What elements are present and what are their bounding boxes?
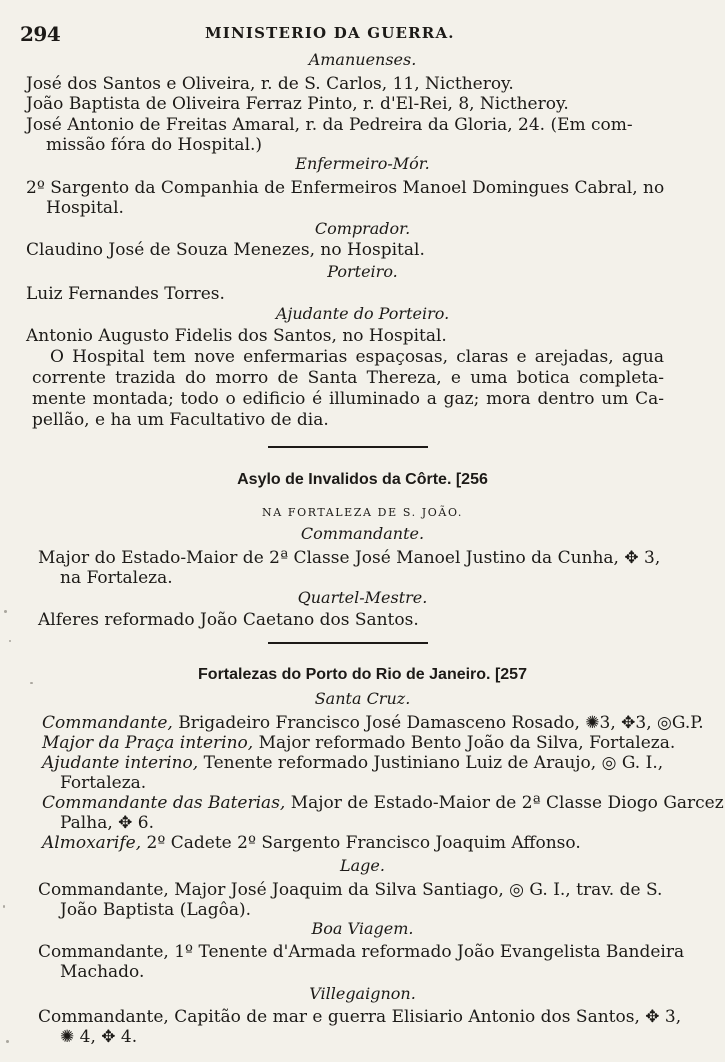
entry-line — [42, 793, 724, 813]
section-divider — [268, 642, 428, 644]
text-line: Commandante, 1º Tenente d'Armada reformado João Evangelista Bandeira — [38, 942, 685, 962]
role-label: Almoxarife, — [42, 833, 142, 853]
text-line: João Baptista (Lagôa). — [60, 900, 252, 920]
running-head: MINISTERIO DA GUERRA. — [205, 24, 455, 42]
ink-speck — [6, 1040, 9, 1043]
page-number: 294 — [20, 22, 61, 46]
section-title-porteiro: Porteiro. — [327, 262, 398, 281]
role-label: Commandante das Baterias, — [42, 793, 286, 813]
text-line: Hospital. — [46, 198, 124, 218]
section-title-santa-cruz: Santa Cruz. — [314, 689, 411, 708]
section-title-boa-viagem: Boa Viagem. — [311, 919, 414, 938]
role-label: Ajudante interino, — [42, 753, 199, 773]
section-title-commandante: Commandante. — [300, 524, 425, 543]
text-line: José Antonio de Freitas Amaral, r. da Pedreira da Gloria, 24. (Em com- — [26, 115, 633, 135]
text-line: 2º Sargento da Companhia de Enfermeiros Manoel Domingues Cabral, no — [26, 178, 665, 198]
entry-text: 2º Cadete 2º Sargento Francisco Joaquim Affonso. — [141, 833, 581, 853]
entry-text: Brigadeiro Francisco José Damasceno Rosado, ✺3, ✥3, ◎G.P. — [172, 713, 704, 733]
ink-speck — [9, 640, 11, 642]
text-line: Claudino José de Souza Menezes, no Hospital. — [26, 240, 425, 260]
entry-line — [42, 833, 581, 853]
section-title-villegaignon: Villegaignon. — [309, 984, 416, 1003]
section-divider — [268, 446, 428, 448]
text-line: missão fóra do Hospital.) — [46, 135, 263, 155]
entry-line — [42, 753, 663, 773]
section-title-enfermeiro: Enfermeiro-Mór. — [295, 154, 430, 173]
text-line: Machado. — [60, 962, 145, 982]
entry-text: Palha, ✥ 6. — [60, 813, 155, 833]
text-line: na Fortaleza. — [60, 568, 173, 588]
entry-line — [60, 773, 146, 793]
paragraph-line: pellão, e ha um Facultativo de dia. — [32, 410, 329, 430]
section-title-ajudante: Ajudante do Porteiro. — [275, 304, 450, 323]
text-line: Alferes reformado João Caetano dos Santos. — [38, 610, 419, 630]
entry-text: Major de Estado-Maior de 2ª Classe Diogo Garcez — [285, 793, 724, 813]
section-heading-fortalezas: Fortalezas do Porto do Rio de Janeiro. [257 — [198, 666, 527, 683]
entry-line — [60, 813, 154, 833]
paragraph-line: corrente trazida do morro de Santa Thereza, e uma botica completa- — [32, 368, 664, 388]
text-line: Commandante, Capitão de mar e guerra Elisiario Antonio dos Santos, ✥ 3, — [38, 1007, 682, 1027]
ink-speck — [4, 610, 7, 613]
section-title-amanuenses: Amanuenses. — [308, 50, 417, 69]
role-label: Major da Praça interino, — [42, 733, 254, 753]
text-line: José dos Santos e Oliveira, r. de S. Carlos, 11, Nictheroy. — [26, 74, 514, 94]
entry-text: Tenente reformado Justiniano Luiz de Araujo, ◎ G. I., — [198, 753, 664, 773]
text-line: Luiz Fernandes Torres. — [26, 284, 225, 304]
role-label: Commandante, — [42, 713, 173, 733]
text-line: ✺ 4, ✥ 4. — [60, 1027, 138, 1047]
entry-line — [42, 733, 675, 753]
paragraph-line: mente montada; todo o edificio é illuminado a gaz; mora dentro um Ca- — [32, 389, 664, 409]
ink-speck — [30, 682, 33, 684]
text-line: Major do Estado-Maior de 2ª Classe José Manoel Justino da Cunha, ✥ 3, — [38, 548, 661, 568]
entry-line — [42, 713, 704, 733]
section-title-lage: Lage. — [340, 856, 385, 875]
section-heading-asylo: Asylo de Invalidos da Côrte. [256 — [237, 471, 488, 488]
entry-text: Major reformado Bento João da Silva, Fortaleza. — [253, 733, 676, 753]
text-line: João Baptista de Oliveira Ferraz Pinto, r. d'El-Rei, 8, Nictheroy. — [26, 94, 569, 114]
entry-text: Fortaleza. — [60, 773, 147, 793]
page-header — [0, 22, 725, 44]
subheading-fortaleza: NA FORTALEZA DE S. JOÃO. — [261, 506, 464, 519]
text-line: Antonio Augusto Fidelis dos Santos, no Hospital. — [26, 326, 447, 346]
text-line: Commandante, Major José Joaquim da Silva Santiago, ◎ G. I., trav. de S. — [38, 880, 663, 900]
paragraph-line: O Hospital tem nove enfermarias espaçosas, claras e arejadas, agua — [50, 347, 664, 367]
section-title-quartel: Quartel-Mestre. — [297, 588, 428, 607]
section-title-comprador: Comprador. — [314, 219, 411, 238]
ink-speck — [3, 905, 5, 908]
